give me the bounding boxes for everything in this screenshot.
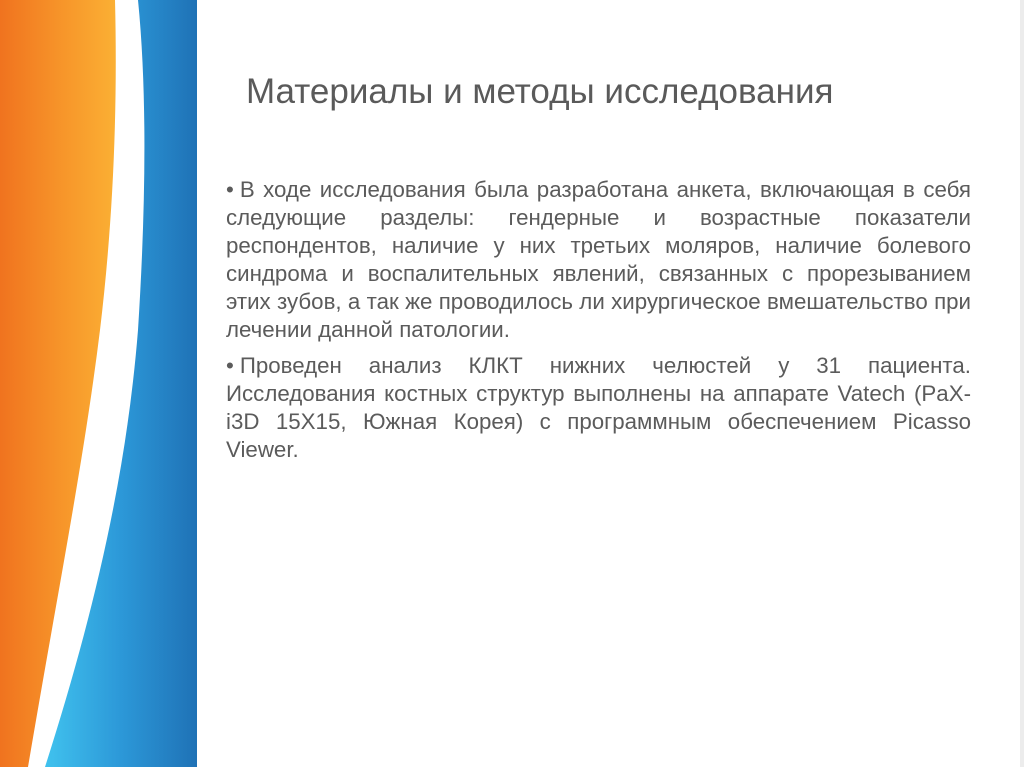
- bullet-list: [226, 176, 971, 472]
- right-edge-border: [1020, 0, 1024, 767]
- slide-title: Материалы и методы исследования: [246, 72, 834, 111]
- bullet-marker: •: [226, 353, 234, 378]
- bullet-text: В ходе исследования была разработана анкета, включающая в себя следующие разделы: гендерные и возрастные показатели респондентов, наличие у них третьих моляров, наличие болевого синдрома и воспалительных явлений, связанных с прорезыванием этих зубов, а так же проводилось ли хирургическое вмешательство при лечении данной патологии.: [226, 177, 971, 342]
- bullet-text: Проведен анализ КЛКТ нижних челюстей у 31 пациента. Исследования костных структур выполнены на аппарате Vatech (PaX-i3D 15X15, Южная Корея) с программным обеспечением Picasso Viewer.: [226, 353, 971, 462]
- bullet-item: [226, 352, 971, 464]
- bullet-item: [226, 176, 971, 344]
- bullet-marker: •: [226, 177, 234, 202]
